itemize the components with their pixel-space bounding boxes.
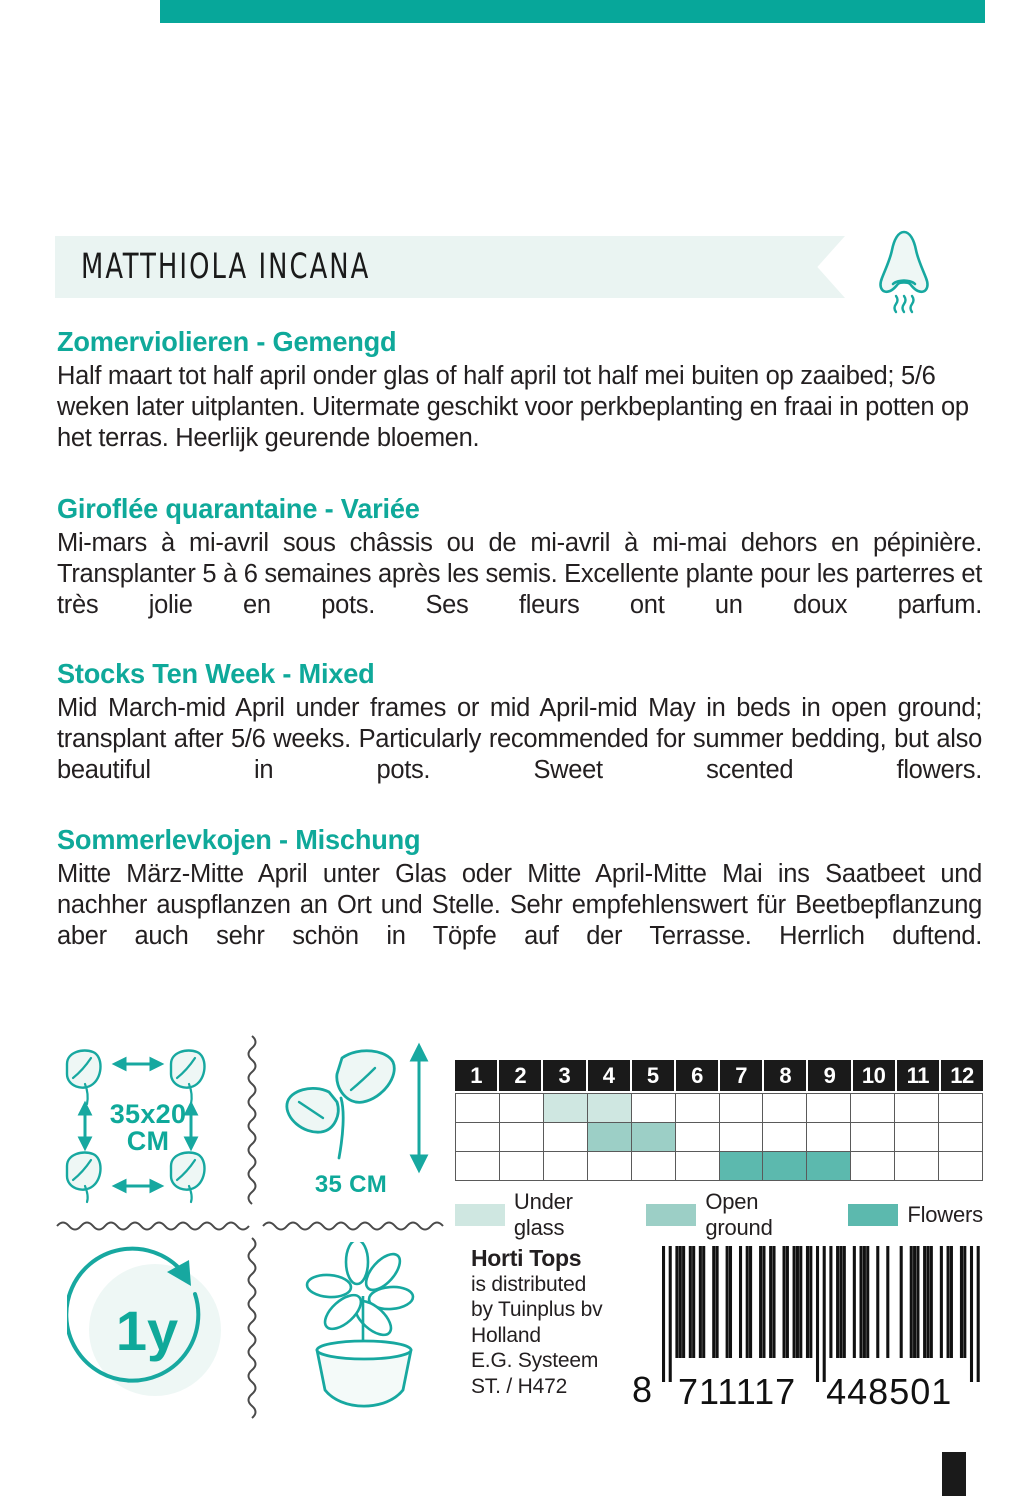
height-panel: [267, 1040, 447, 1215]
distributor-line-2: is distributed: [471, 1272, 587, 1296]
calendar-month-4: 4: [588, 1060, 630, 1091]
calendar-cell: [895, 1152, 939, 1180]
lifecycle-panel: [67, 1244, 235, 1412]
potted-plant-panel: [281, 1242, 451, 1414]
calendar-cell: [456, 1152, 500, 1180]
calendar-month-7: 7: [720, 1060, 762, 1091]
calendar-cell: [720, 1123, 764, 1151]
sowing-calendar: [455, 1060, 983, 1241]
calendar-cell: [720, 1094, 764, 1122]
registration-mark: [942, 1452, 966, 1496]
calendar-cell: [851, 1123, 895, 1151]
calendar-cell: [676, 1123, 720, 1151]
lifecycle-label: 1y: [115, 1299, 179, 1362]
height-label: 35 CM: [314, 1171, 388, 1198]
spacing-panel: [59, 1046, 237, 1206]
calendar-month-header: [455, 1060, 983, 1091]
calendar-grid: [455, 1093, 983, 1181]
language-block-nl: [57, 326, 982, 454]
calendar-month-6: 6: [676, 1060, 718, 1091]
calendar-cell: [720, 1152, 764, 1180]
language-block-en: [57, 658, 982, 817]
body-en: Mid March-mid April under frames or mid April-mid May in beds in open ground; transplant after 5/6 weeks. Particularly recommended for summer bedding, but also beautiful in pots. Sweet scented flowers.: [57, 694, 982, 784]
legend-swatch-2: [848, 1204, 898, 1226]
calendar-cell: [500, 1152, 544, 1180]
calendar-cell: [588, 1123, 632, 1151]
calendar-cell: [851, 1094, 895, 1122]
potted-flower-icon: [281, 1242, 451, 1414]
calendar-month-2: 2: [499, 1060, 541, 1091]
wave-divider-vertical-top: [245, 1034, 259, 1216]
barcode-right-group: 448501: [826, 1371, 953, 1412]
calendar-month-8: 8: [764, 1060, 806, 1091]
heading-fr: Giroflée quarantaine - Variée: [57, 493, 420, 524]
calendar-cell: [763, 1123, 807, 1151]
calendar-cell: [544, 1123, 588, 1151]
distributor-line-3: by Tuinplus bv: [471, 1298, 603, 1321]
calendar-row-under_glass: [456, 1094, 982, 1123]
distributor-line-4: Holland: [471, 1323, 541, 1347]
legend-label-2: Flowers: [907, 1202, 983, 1227]
calendar-month-10: 10: [853, 1060, 895, 1091]
heading-nl: Zomerviolieren - Gemengd: [57, 326, 397, 357]
calendar-cell: [807, 1094, 851, 1122]
distributor-info: [471, 1246, 602, 1399]
legend-swatch-0: [455, 1204, 505, 1226]
language-block-fr: [57, 493, 982, 652]
heading-de: Sommerlevkojen - Mischung: [57, 824, 421, 855]
calendar-row-open_ground: [456, 1123, 982, 1152]
body-nl: Half maart tot half april onder glas of half april tot half mei buiten op zaaibed; 5/6 weken later uitplanten. Uitermate geschikt voor perkbeplanting en fraai in potten op het terras. Heerlijk geurende bloemen.: [57, 362, 969, 452]
barcode: [628, 1246, 983, 1411]
calendar-cell: [588, 1152, 632, 1180]
distributor-line-6: ST. / H472: [471, 1374, 568, 1398]
calendar-cell: [939, 1123, 982, 1151]
page-title: MATTHIOLA INCANA: [81, 247, 371, 287]
heading-en: Stocks Ten Week - Mixed: [57, 658, 375, 689]
barcode-numbers: [662, 1371, 980, 1411]
calendar-cell: [676, 1094, 720, 1122]
calendar-cell: [939, 1152, 982, 1180]
title-ribbon: [55, 236, 845, 298]
calendar-cell: [544, 1152, 588, 1180]
distributor-line-5: E.G. Systeem: [471, 1349, 599, 1372]
body-de: Mitte März-Mitte April unter Glas oder Mitte April-Mitte Mai ins Saatbeet und nachher auspflanzen an Ort und Stelle. Sehr empfehlenswert für Beetbepflanzung aber auch sehr schön in Töpfe auf der Terrasse. Herrlich duftend.: [57, 860, 982, 950]
calendar-cell: [500, 1094, 544, 1122]
spacing-label-line1: 35x20: [109, 1099, 187, 1129]
calendar-cell: [895, 1123, 939, 1151]
calendar-month-3: 3: [543, 1060, 585, 1091]
calendar-cell: [632, 1094, 676, 1122]
calendar-row-flowers: [456, 1152, 982, 1181]
brand-name: Horti Tops: [471, 1245, 582, 1271]
calendar-cell: [632, 1123, 676, 1151]
body-fr: Mi-mars à mi-avril sous châssis ou de mi-avril à mi-mai dehors en pépinière. Transplanter 5 à 6 semaines après les semis. Excellente plante pour les parterres et très jolie en pots. Ses fleurs ont un doux parfum.: [57, 529, 982, 619]
nose-icon: [868, 226, 940, 314]
top-accent-bar: [160, 0, 985, 23]
wave-divider-vertical-bottom: [245, 1236, 259, 1426]
calendar-legend: [455, 1189, 983, 1241]
calendar-cell: [632, 1152, 676, 1180]
calendar-cell: [676, 1152, 720, 1180]
calendar-cell: [939, 1094, 982, 1122]
barcode-bars: [662, 1246, 980, 1382]
calendar-month-11: 11: [897, 1060, 939, 1091]
calendar-month-1: 1: [455, 1060, 497, 1091]
calendar-cell: [588, 1094, 632, 1122]
spacing-label-line2: CM: [126, 1126, 170, 1156]
calendar-cell: [807, 1152, 851, 1180]
legend-label-1: Open ground: [705, 1189, 773, 1240]
barcode-left-group: 711117: [678, 1371, 797, 1412]
language-block-de: [57, 824, 982, 983]
calendar-cell: [763, 1094, 807, 1122]
calendar-month-12: 12: [941, 1060, 983, 1091]
calendar-cell: [544, 1094, 588, 1122]
cultivation-icon-grid: [55, 1030, 450, 1430]
calendar-cell: [807, 1123, 851, 1151]
calendar-cell: [500, 1123, 544, 1151]
calendar-cell: [456, 1094, 500, 1122]
calendar-cell: [895, 1094, 939, 1122]
annual-cycle-icon: [67, 1244, 235, 1412]
legend-swatch-1: [646, 1204, 696, 1226]
plant-height-icon: [267, 1040, 447, 1180]
calendar-month-5: 5: [632, 1060, 674, 1091]
calendar-cell: [851, 1152, 895, 1180]
wave-divider-horizontal-right: [261, 1218, 451, 1232]
calendar-month-9: 9: [808, 1060, 850, 1091]
calendar-cell: [763, 1152, 807, 1180]
calendar-cell: [456, 1123, 500, 1151]
barcode-first-digit: 8: [632, 1369, 653, 1410]
legend-label-0: Under glass: [513, 1189, 573, 1240]
wave-divider-horizontal-left: [55, 1218, 255, 1232]
